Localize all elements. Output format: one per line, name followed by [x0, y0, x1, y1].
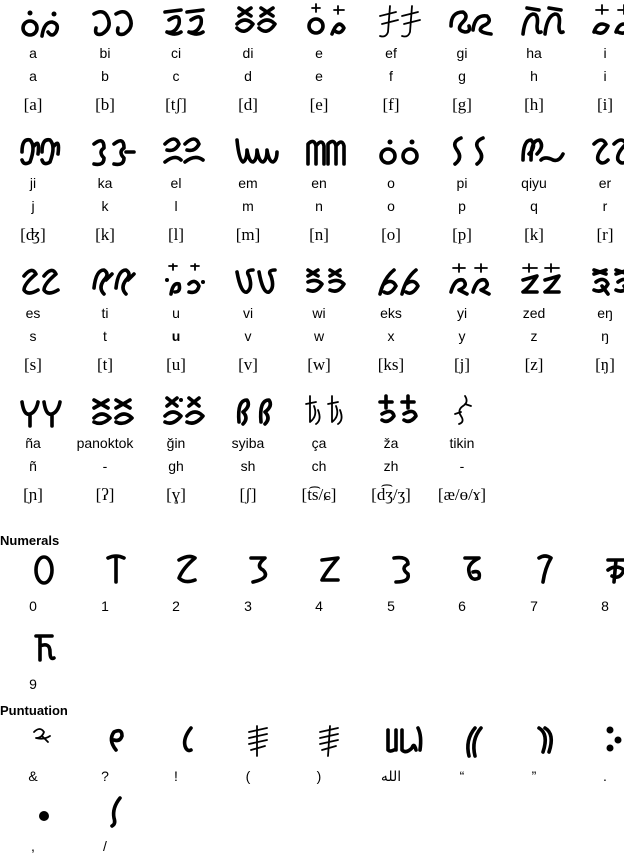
- numeral-8-icon: [583, 550, 624, 590]
- glyph-er-icon: [581, 132, 624, 172]
- letter-latin: -: [102, 458, 108, 474]
- letter-ipa: [ʃ]: [239, 485, 257, 504]
- glyph-ci-icon: [152, 2, 218, 42]
- letter-latin: a: [29, 68, 37, 84]
- letter-ipa: [r]: [596, 225, 614, 244]
- letter-ipa: [d͡ʒ/ʒ]: [371, 485, 411, 504]
- letter-ipa: [g]: [452, 95, 472, 114]
- letter-ipa: [b]: [95, 95, 115, 114]
- letter-latin: d: [244, 68, 252, 84]
- letter-name: u: [172, 305, 180, 321]
- punct-slash-icon: [83, 792, 149, 832]
- letter-ipa: [j]: [453, 355, 471, 374]
- letter-latin: q: [530, 198, 538, 214]
- glyph-zed-icon: [510, 262, 576, 302]
- letter-ipa: [tʃ]: [165, 95, 187, 114]
- letter-latin: ŋ: [601, 328, 609, 344]
- letter-latin: u: [171, 328, 181, 344]
- glyph-qiyu-icon: [510, 132, 576, 172]
- glyph-gi-icon: [438, 2, 504, 42]
- letter-ipa: [i]: [596, 95, 614, 114]
- glyph-yi-icon: [438, 262, 504, 302]
- letter-latin: c: [172, 68, 180, 84]
- numeral-7-icon: [512, 550, 578, 590]
- glyph-panoktok-icon: [81, 392, 147, 432]
- letter-latin: zh: [383, 458, 399, 474]
- letter-ipa: [a]: [23, 95, 43, 114]
- letter-name: ça: [311, 435, 327, 451]
- glyph-u-icon: [152, 262, 218, 302]
- glyph-tikin-icon: [438, 392, 504, 432]
- letter-name: zed: [522, 305, 546, 321]
- letter-latin: n: [315, 198, 323, 214]
- letter-name: gi: [456, 45, 468, 61]
- letter-latin: p: [458, 198, 466, 214]
- punctuation-label: ,: [31, 838, 35, 854]
- letter-name: a: [29, 45, 37, 61]
- numeral-0-icon: [11, 550, 77, 590]
- letter-latin: gh: [168, 458, 184, 474]
- numeral-label: 2: [172, 598, 180, 614]
- punct-close-paren-icon: [297, 722, 363, 762]
- letter-latin: o: [387, 198, 395, 214]
- numeral-label: 6: [458, 598, 466, 614]
- letter-ipa: [w]: [307, 355, 331, 374]
- letter-ipa: [v]: [238, 355, 258, 374]
- letter-latin: r: [602, 198, 608, 214]
- letter-latin: ch: [311, 458, 327, 474]
- letter-name: panoktok: [76, 435, 134, 451]
- letter-ipa: [ɣ]: [166, 485, 186, 504]
- glyph-en-icon: [295, 132, 361, 172]
- glyph-ghin-icon: [152, 392, 218, 432]
- letter-ipa: [k]: [95, 225, 115, 244]
- letter-ipa: [ɲ]: [23, 485, 43, 504]
- punctuation-label: /: [103, 838, 107, 854]
- letter-latin: sh: [240, 458, 256, 474]
- punctuation-label: ?: [101, 768, 109, 784]
- letter-latin: z: [530, 328, 538, 344]
- letter-latin: x: [387, 328, 395, 344]
- glyph-eks-icon: [367, 262, 433, 302]
- letter-ipa: [ʔ]: [95, 485, 115, 504]
- glyph-pi-icon: [438, 132, 504, 172]
- punct-question-icon: [83, 722, 149, 762]
- punctuation-label: ”: [531, 768, 537, 784]
- letter-name: ti: [101, 305, 109, 321]
- glyph-cha-icon: [295, 392, 361, 432]
- letter-latin: j: [31, 198, 35, 214]
- punctuation-label: “: [459, 768, 465, 784]
- letter-name: ef: [385, 45, 397, 61]
- letter-name: o: [387, 175, 395, 191]
- glyph-di-icon: [224, 2, 290, 42]
- numerals-heading: Numerals: [0, 533, 60, 548]
- letter-name: pi: [456, 175, 468, 191]
- glyph-nya-icon: [9, 392, 75, 432]
- letter-name: ha: [526, 45, 542, 61]
- letter-name: ka: [97, 175, 113, 191]
- letter-latin: l: [174, 198, 178, 214]
- letter-name: wi: [312, 305, 326, 321]
- numeral-label: 5: [387, 598, 395, 614]
- numeral-4-icon: [297, 550, 363, 590]
- numeral-label: 9: [29, 676, 37, 692]
- glyph-vi-icon: [224, 262, 290, 302]
- letter-name: ña: [25, 435, 41, 451]
- letter-latin: ñ: [29, 458, 37, 474]
- glyph-el-icon: [152, 132, 218, 172]
- letter-name: di: [242, 45, 254, 61]
- letter-latin: w: [313, 328, 325, 344]
- letter-ipa: [h]: [524, 95, 544, 114]
- punctuation-label: ): [316, 768, 322, 784]
- glyph-o-icon: [367, 132, 433, 172]
- letter-ipa: [e]: [309, 95, 329, 114]
- letter-latin: g: [458, 68, 466, 84]
- letter-latin: y: [458, 328, 466, 344]
- letter-latin: e: [315, 68, 323, 84]
- numeral-2-icon: [154, 550, 220, 590]
- glyph-ti-icon: [81, 262, 147, 302]
- punct-comma-icon: [11, 792, 77, 832]
- numeral-label: 4: [315, 598, 323, 614]
- numeral-label: 7: [530, 598, 538, 614]
- letter-name: ci: [170, 45, 182, 61]
- punctuation-label: الله: [380, 768, 402, 784]
- letter-ipa: [æ/ɵ/ɤ]: [437, 485, 487, 504]
- numeral-1-icon: [83, 550, 149, 590]
- letter-name: qiyu: [521, 175, 547, 191]
- letter-name: yi: [456, 305, 468, 321]
- letter-ipa: [f]: [382, 95, 400, 114]
- letter-name: eŋ: [597, 305, 613, 321]
- punct-open-quote-icon: [440, 722, 506, 762]
- letter-name: er: [598, 175, 612, 191]
- punct-open-paren-icon: [226, 722, 292, 762]
- letter-name: i: [603, 45, 607, 61]
- punctuation-label: &: [28, 768, 38, 784]
- letter-name: eks: [380, 305, 402, 321]
- punctuation-heading: Puntuation: [0, 703, 68, 718]
- letter-ipa: [n]: [309, 225, 329, 244]
- letter-ipa: [p]: [452, 225, 472, 244]
- glyph-ha-icon: [510, 2, 576, 42]
- letter-name: ğin: [166, 435, 186, 451]
- letter-ipa: [ŋ]: [595, 355, 615, 374]
- letter-ipa: [o]: [381, 225, 401, 244]
- glyph-es-icon: [9, 262, 75, 302]
- letter-name: em: [238, 175, 258, 191]
- letter-latin: s: [29, 328, 37, 344]
- letter-ipa: [z]: [524, 355, 544, 374]
- glyph-i-icon: [581, 2, 624, 42]
- glyph-em-icon: [224, 132, 290, 172]
- punctuation-label: !: [174, 768, 178, 784]
- letter-name: en: [311, 175, 327, 191]
- punctuation-label: .: [603, 768, 607, 784]
- glyph-e-icon: [295, 2, 361, 42]
- letter-latin: b: [101, 68, 109, 84]
- letter-ipa: [s]: [24, 355, 42, 374]
- letter-latin: v: [244, 328, 252, 344]
- letter-ipa: [m]: [235, 225, 261, 244]
- glyph-wi-icon: [295, 262, 361, 302]
- letter-latin: f: [389, 68, 393, 84]
- glyph-a-icon: [9, 2, 75, 42]
- letter-ipa: [ks]: [377, 355, 405, 374]
- numeral-5-icon: [369, 550, 435, 590]
- letter-latin: h: [530, 68, 538, 84]
- glyph-zha-icon: [367, 392, 433, 432]
- letter-ipa: [d]: [238, 95, 258, 114]
- numeral-6-icon: [440, 550, 506, 590]
- letter-ipa: [u]: [166, 355, 186, 374]
- glyph-bi-icon: [81, 2, 147, 42]
- letter-latin: t: [103, 328, 107, 344]
- punctuation-label: (: [245, 768, 251, 784]
- letter-name: vi: [242, 305, 254, 321]
- glyph-eng-icon: [581, 262, 624, 302]
- numeral-3-icon: [226, 550, 292, 590]
- punct-ampersand-icon: [11, 722, 77, 762]
- letter-ipa: [ʤ]: [20, 225, 46, 244]
- letter-latin: -: [459, 458, 465, 474]
- letter-name: e: [315, 45, 323, 61]
- punct-allah-icon: [369, 722, 435, 762]
- numeral-label: 8: [601, 598, 609, 614]
- numeral-9-icon: [11, 628, 77, 668]
- punct-close-quote-icon: [512, 722, 578, 762]
- letter-latin: m: [242, 198, 254, 214]
- glyph-syiba-icon: [224, 392, 290, 432]
- letter-name: ža: [383, 435, 399, 451]
- glyph-ka-icon: [81, 132, 147, 172]
- letter-ipa: [t]: [96, 355, 114, 374]
- punct-exclamation-icon: [154, 722, 220, 762]
- letter-name: bi: [99, 45, 111, 61]
- letter-ipa: [l]: [167, 225, 185, 244]
- numeral-label: 3: [244, 598, 252, 614]
- numeral-label: 1: [101, 598, 109, 614]
- letter-name: es: [25, 305, 41, 321]
- letter-name: el: [170, 175, 182, 191]
- glyph-ef-icon: [367, 2, 433, 42]
- letter-ipa: [t͡s/ɕ]: [301, 485, 337, 504]
- letter-name: tikin: [449, 435, 475, 451]
- punct-period-icon: [583, 722, 624, 762]
- letter-latin: k: [101, 198, 109, 214]
- letter-latin: i: [603, 68, 607, 84]
- glyph-ji-icon: [9, 132, 75, 172]
- numeral-label: 0: [29, 598, 37, 614]
- letter-name: ji: [29, 175, 37, 191]
- letter-ipa: [k]: [524, 225, 544, 244]
- letter-name: syiba: [231, 435, 265, 451]
